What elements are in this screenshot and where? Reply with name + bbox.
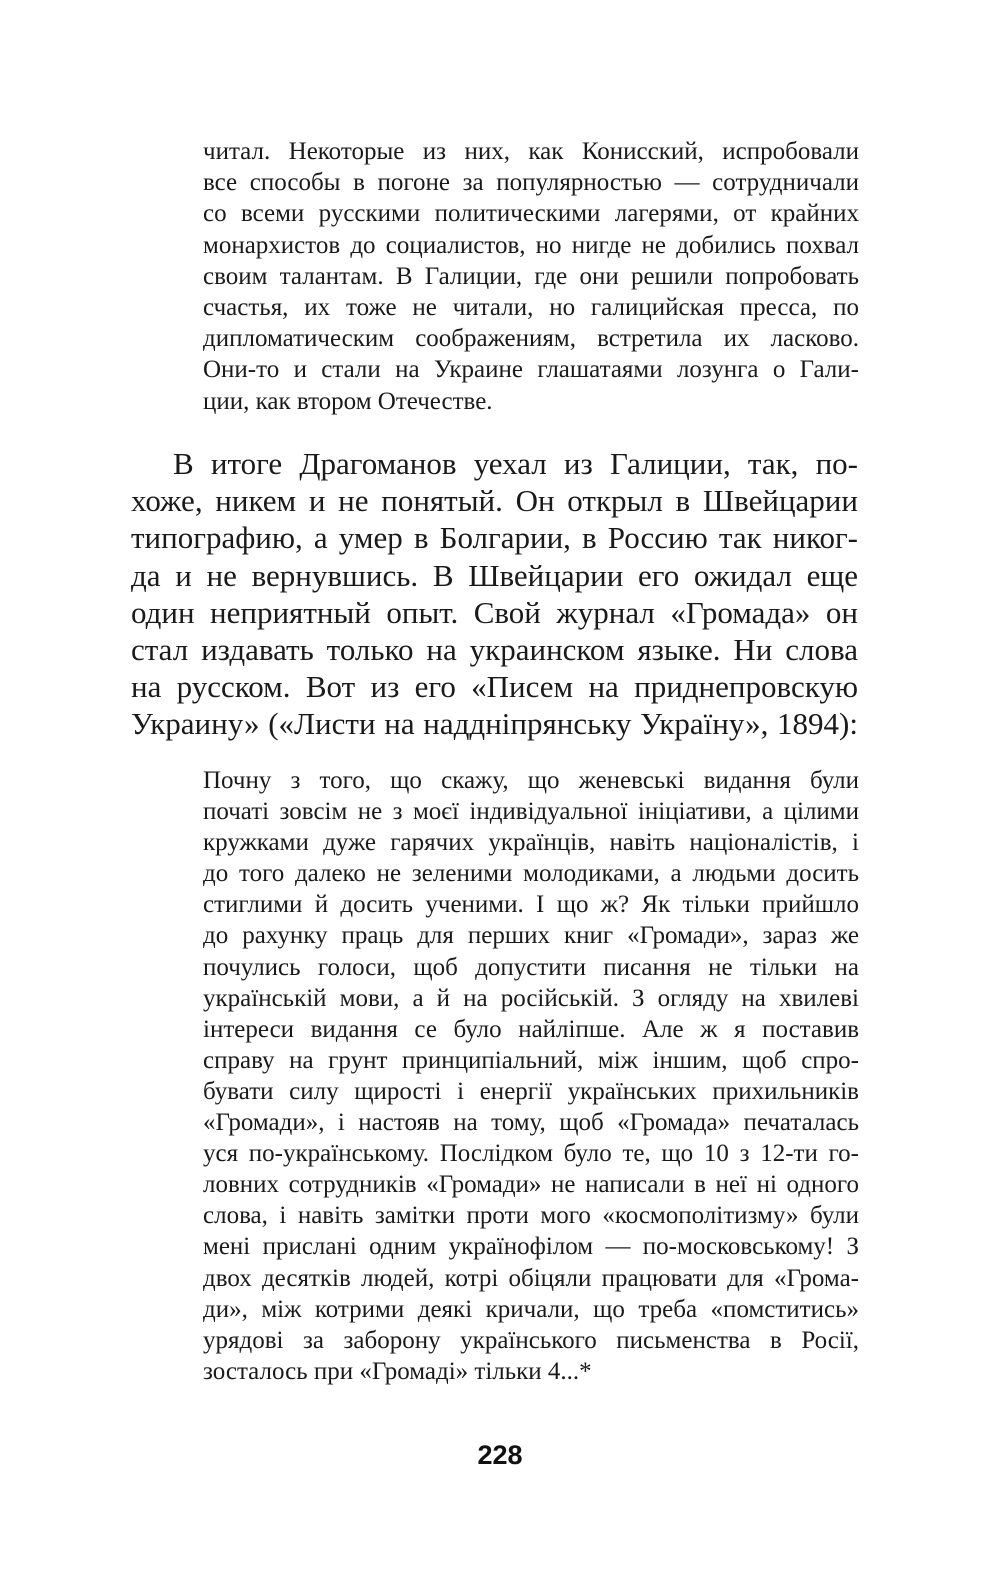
text-line: початі зовсім не з моєї індивідуальної ініціативи, а цілими <box>203 798 859 826</box>
text-line: українській мови, а й на російській. З огляду на хвилеві <box>203 984 859 1012</box>
text-line: ловних сотрудників «Громади» не написали в неї ні одного <box>203 1171 859 1199</box>
page-number: 228 <box>477 1440 523 1470</box>
text-line: урядові за заборону українського письменства в Росії, <box>203 1326 859 1354</box>
text-line: со всеми русскими политическими лагерями, от крайних <box>203 200 859 228</box>
text-line: уся по-українському. Послідком було те, що 10 з 12-ти го- <box>203 1140 859 1168</box>
text-line: на русском. Вот из его «Писем на приднепровскую <box>131 669 858 705</box>
text-line: ди», між котрими деякі кричали, що треба «помститись» <box>203 1295 859 1323</box>
text-line: до того далеко не зеленими молодиками, а людьми досить <box>203 860 859 888</box>
text-line: слова, і навіть замітки проти мого «космополітизму» були <box>203 1202 859 1230</box>
text-line: да и не вернувшись. В Швейцарии его ожидал еще <box>131 557 858 593</box>
text-line: стиглими й досить ученими. І що ж? Як тільки прийшло <box>203 891 859 919</box>
text-line: Они-то и стали на Украине глашатаями лозунга о Гали- <box>203 356 859 384</box>
main-paragraph <box>131 445 858 743</box>
text-line: «Громади», і настояв на тому, щоб «Громада» печаталась <box>203 1109 859 1137</box>
text-line: хоже, никем и не понятый. Он открыл в Швейцарии <box>131 483 858 519</box>
quote-top <box>203 136 859 417</box>
quote-bottom <box>203 765 859 1387</box>
text-line: ции, как втором Отечестве. <box>203 387 493 415</box>
text-line: мені прислані одним українофілом — по-московському! З <box>203 1233 859 1261</box>
text-line: дипломатическим соображениям, встретила их ласково. <box>203 325 859 353</box>
text-line: кружками дуже гарячих українців, навіть націоналістів, і <box>203 829 859 857</box>
text-line: справу на грунт принципіальний, між іншим, щоб спро- <box>203 1046 859 1074</box>
text-line: один неприятный опыт. Свой журнал «Громада» он <box>131 594 858 630</box>
text-line: монархистов до социалистов, но нигде не добились похвал <box>203 231 859 259</box>
text-line: інтереси видання се було найліпше. Але ж я поставив <box>203 1015 859 1043</box>
text-line: Почну з того, що скажу, що женевські видання були <box>203 767 859 794</box>
text-line: В итоге Драгоманов уехал из Галиции, так, по- <box>173 446 858 481</box>
text-line: читал. Некоторые из них, как Конисский, испробовали <box>203 138 859 165</box>
text-line: типографию, а умер в Болгарии, в Россию так никог- <box>131 520 858 556</box>
text-line: до рахунку праць для перших книг «Громади», зараз же <box>203 922 859 950</box>
text-line: Украину» («Листи на наддніпрянську Україну», 1894): <box>131 706 858 742</box>
text-line: стал издавать только на украинском языке. Ни слова <box>131 632 858 668</box>
text-line: зосталось при «Громаді» тільки 4...* <box>203 1357 592 1385</box>
text-line: двох десятків людей, котрі обіцяли працювати для «Грома- <box>203 1264 859 1292</box>
text-line: почулись голоси, щоб допустити писання не тільки на <box>203 953 859 981</box>
text-line: бувати силу щирості і енергії українських прихильників <box>203 1077 859 1105</box>
text-line: своим талантам. В Галиции, где они решили попробовать <box>203 262 859 290</box>
text-line: счастья, их тоже не читали, но галицийская пресса, по <box>203 294 859 322</box>
text-line: все способы в погоне за популярностью — сотрудничали <box>203 169 859 197</box>
